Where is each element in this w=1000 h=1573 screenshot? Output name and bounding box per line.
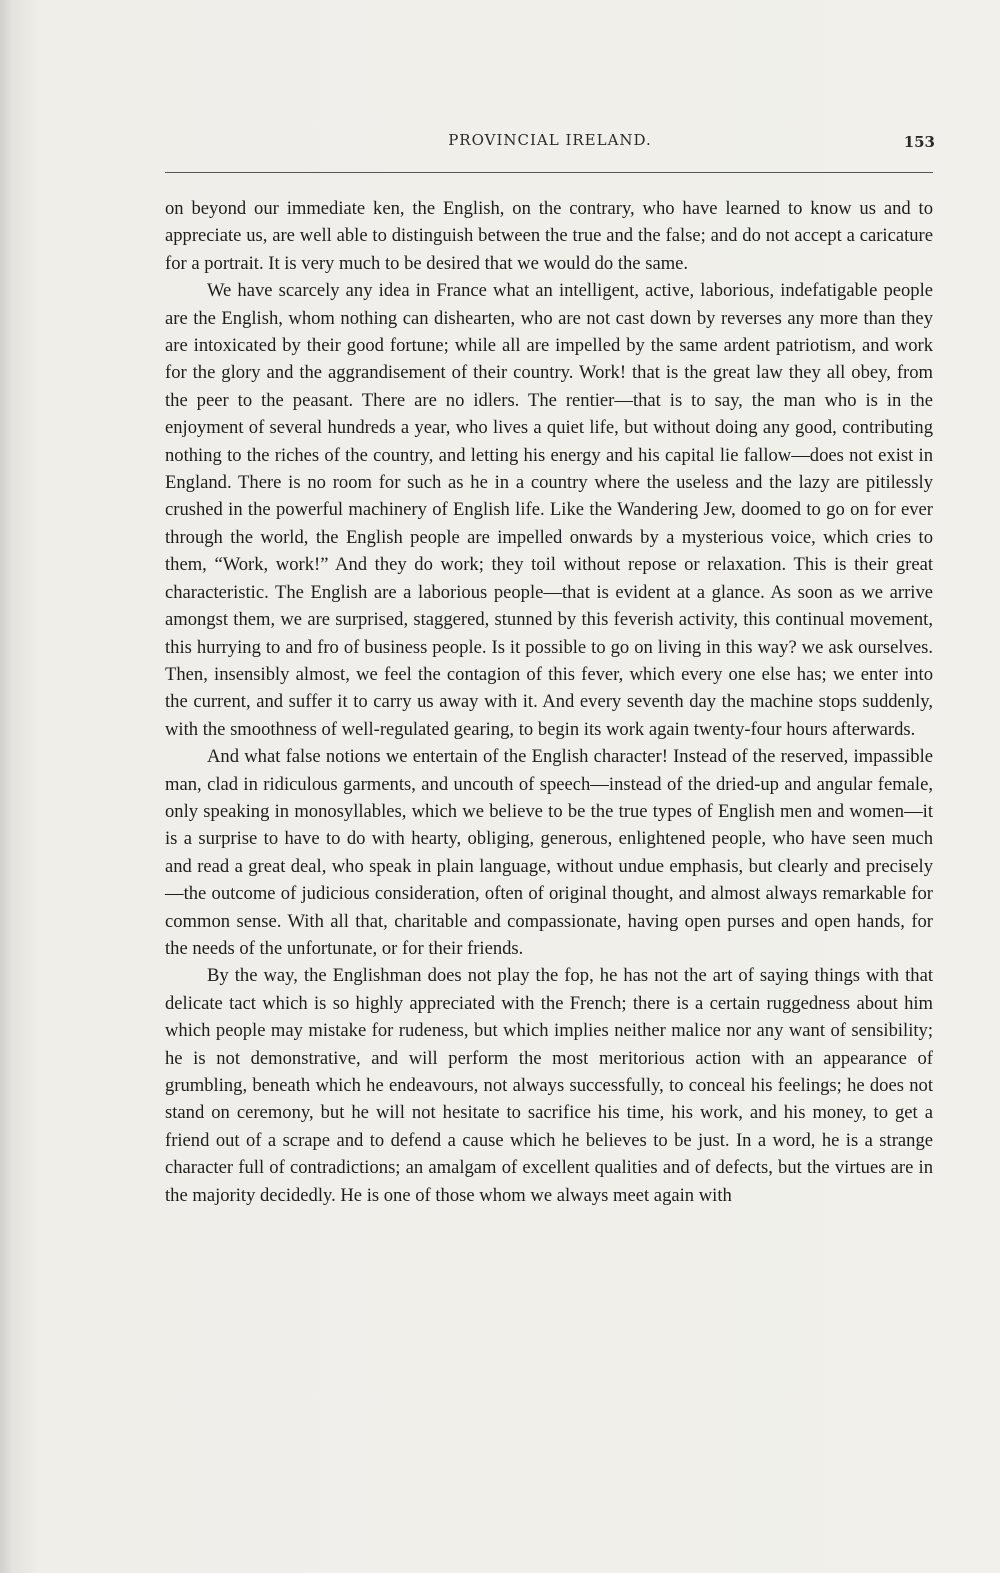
- paragraph-englishman-manners: By the way, the Englishman does not play the fop, he has not the art of saying things with that delicate tact which is so highly appreciated with the French; there is a certain ruggedness about him which people may mistake for rudeness, but which implies neither malice nor any want of sensibility; he is not demonstrative, and will perform the most meritorious action with an appearance of grumbling, beneath which he endeavours, not always successfully, to conceal his feelings; he does not stand on ceremony, but he will not hesitate to sacrifice his time, his work, and his money, to get a friend out of a scrape and to defend a cause which he believes to be just. In a word, he is a strange character full of contradictions; an amalgam of excellent qualities and of defects, but the virtues are in the majority decidedly. He is one of those whom we always meet again with: [165, 965, 933, 1206]
- header-rule: [165, 172, 933, 173]
- paragraph-continuation: on beyond our immediate ken, the English, on the contrary, who have learned to know us and to appreciate us, are well able to distinguish between the true and the false; and do not accept a caricature for a portrait. It is very much to be desired that we would do the same.: [165, 198, 933, 274]
- page-number: 153: [903, 133, 935, 151]
- paragraph-english-character: And what false notions we entertain of the English character! Instead of the reserved, impassible man, clad in ridiculous garments, and uncouth of speech—instead of the dried-up and angular female, only speaking in monosyllables, which we believe to be the true types of English men and women—it is a surprise to have to do with hearty, obliging, generous, enlightened people, who have seen much and read a great deal, who speak in plain language, without undue emphasis, but clearly and precisely—the outcome of judicious consideration, often of original thought, and almost always remarkable for common sense. With all that, charitable and compassionate, having open purses and open hands, for the needs of the unfortunate, or for their friends.: [165, 746, 933, 959]
- page-header: [165, 131, 935, 157]
- running-head: PROVINCIAL IRELAND.: [448, 131, 652, 149]
- paragraph-english-work: We have scarcely any idea in France what an intelligent, active, laborious, indefatigable people are the English, whom nothing can dishearten, who are not cast down by reverses any more than they are intoxicated by their good fortune; while all are impelled by the same ardent patriotism, and work for the glory and the aggrandisement of their country. Work! that is the great law they all obey, from the peer to the peasant. There are no idlers. The rentier—that is to say, the man who is in the enjoyment of several hundreds a year, who lives a quiet life, but without doing any good, contributing nothing to the riches of the country, and letting his energy and his capital lie fallow—does not exist in England. There is no room for such as he in a country where the useless and the lazy are pitilessly crushed in the powerful machinery of English life. Like the Wandering Jew, doomed to go on for ever through the world, the English people are impelled onwards by a mysterious voice, which cries to them, “Work, work!” And they do work; they toil without repose or relaxation. This is their great characteristic. The English are a laborious people—that is evident at a glance. As soon as we arrive amongst them, we are surprised, staggered, stunned by this feverish activity, this continual movement, this hurrying to and fro of business people. Is it possible to go on living in this way? we ask ourselves. Then, insensibly almost, we feel the contagion of this fever, which every one else has; we enter into the current, and suffer it to carry us away with it. And every seventh day the machine stops suddenly, with the smoothness of well-regulated gearing, to begin its work again twenty-four hours afterwards.: [165, 280, 933, 740]
- body-text: [165, 195, 933, 1209]
